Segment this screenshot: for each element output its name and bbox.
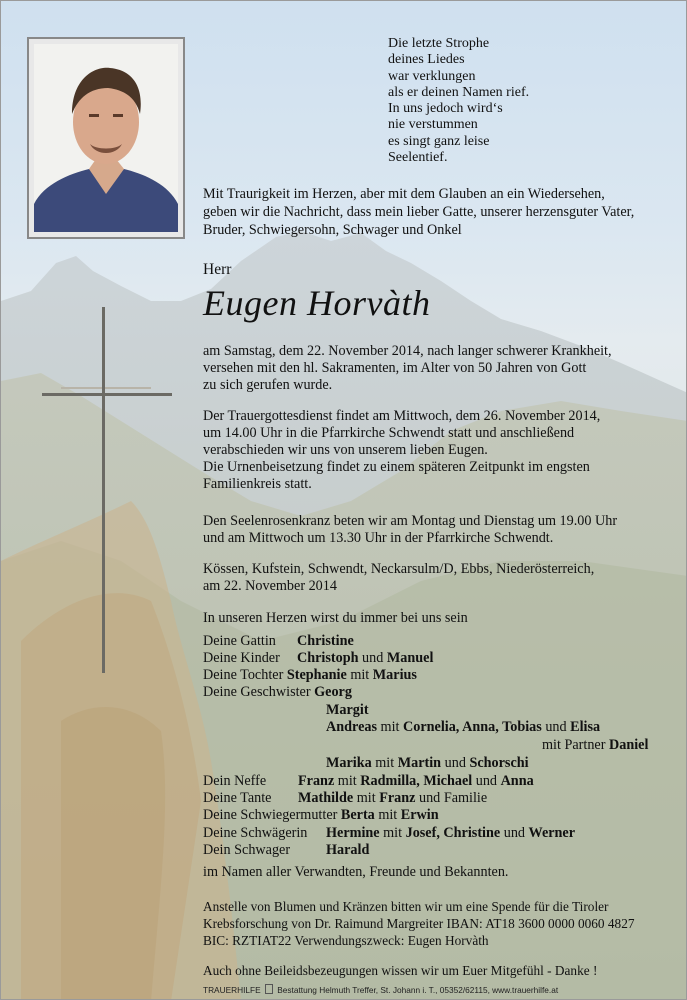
family-member: Christoph	[297, 650, 359, 666]
funeral-line: verabschieden wir uns von unserem lieben Eugen.	[203, 442, 488, 458]
family-andreas-partner	[542, 737, 648, 754]
death-line: am Samstag, dem 22. November 2014, nach langer schwerer Krankheit,	[203, 343, 612, 359]
funeral-line: um 14.00 Uhr in die Pfarrkirche Schwendt statt und anschließend	[203, 425, 575, 441]
family-tante	[203, 790, 488, 807]
funeral-line: Familienkreis statt.	[203, 476, 312, 492]
family-member: Martin	[397, 755, 442, 771]
family-member: Franz	[379, 790, 416, 806]
rosary-line: Den Seelenrosenkranz beten wir am Montag und Dienstag um 19.00 Uhr	[203, 513, 618, 529]
place-date-line: Kössen, Kufstein, Schwendt, Neckarsulm/D, Ebbs, Niederösterreich,	[203, 561, 595, 577]
connector: mit	[337, 773, 357, 789]
family-member: Radmilla, Michael	[360, 773, 473, 789]
closing-line: Auch ohne Beileidsbezeugungen wissen wir um Euer Mitgefühl - Danke !	[203, 963, 598, 978]
family-label: Deine Schwägerin	[203, 825, 308, 841]
poem-line: war verklungen	[388, 68, 476, 84]
family-schwiegermutter	[203, 807, 439, 824]
connector: mit Partner	[542, 737, 606, 753]
family-member: Margit	[326, 702, 369, 718]
footer-logo-icon	[265, 984, 273, 994]
connector: mit	[378, 807, 398, 823]
family-tochter	[203, 667, 417, 684]
family-label: Deine Tochter	[203, 667, 284, 683]
person-portrait-icon	[34, 44, 178, 232]
family-label: Deine Kinder	[203, 650, 280, 666]
family-member: Stephanie	[286, 667, 347, 683]
motto: In unseren Herzen wirst du immer bei uns sein	[203, 610, 468, 626]
family-member: Schorschi	[469, 755, 529, 771]
family-member: Christine	[297, 633, 354, 649]
relatives-line: im Namen aller Verwandten, Freunde und Bekannten.	[203, 864, 509, 880]
family-member: Marius	[372, 667, 417, 683]
intro-line: Bruder, Schwiegersohn, Schwager und Onkel	[203, 222, 462, 238]
family-schwager	[203, 842, 370, 859]
family-label: Deine Schwiegermutter	[203, 807, 338, 823]
place-date-line: am 22. November 2014	[203, 578, 337, 594]
death-line: zu sich gerufen wurde.	[203, 377, 333, 393]
funeral-line: Die Urnenbeisetzung findet zu einem späteren Zeitpunkt im engsten	[203, 459, 590, 475]
poem-line: es singt ganz leise	[388, 133, 490, 149]
family-marika	[326, 755, 529, 772]
family-label: Deine Tante	[203, 790, 272, 806]
family-andreas	[326, 719, 600, 736]
family-geschwister	[203, 684, 352, 701]
family-label: Deine Gattin	[203, 633, 276, 649]
family-member: Berta	[340, 807, 375, 823]
donation-line: BIC: RZTIAT22 Verwendungszweck: Eugen Horvàth	[203, 933, 489, 948]
donation-line: Krebsforschung von Dr. Raimund Margreiter IBAN: AT18 3600 0000 0060 4827	[203, 916, 635, 931]
poem-line: als er deinen Namen rief.	[388, 84, 530, 100]
family-label: Dein Schwager	[203, 842, 291, 858]
family-member: Mathilde	[298, 790, 354, 806]
connector: und	[475, 773, 498, 789]
poem	[388, 36, 529, 166]
family-label: Deine Geschwister	[203, 684, 311, 700]
connector: und	[444, 755, 466, 771]
connector: und	[362, 650, 384, 666]
poem-line: nie verstummen	[388, 117, 478, 133]
connector: mit	[383, 825, 403, 841]
poem-line: deines Liedes	[388, 52, 465, 68]
portrait-photo	[34, 44, 178, 232]
family-member: Werner	[528, 825, 576, 841]
cross-horizontal-icon	[42, 393, 172, 396]
family-member: Erwin	[400, 807, 439, 823]
family-member: Cornelia, Anna, Tobias	[403, 719, 542, 735]
footer	[203, 984, 558, 995]
connector: und	[545, 719, 567, 735]
poem-line: Die letzte Strophe	[388, 36, 490, 51]
poem-line: Seelentief.	[388, 150, 448, 166]
family-member: Hermine	[326, 825, 380, 841]
family-label: Dein Neffe	[203, 773, 267, 789]
funeral-line: Der Trauergottesdienst findet am Mittwoch, dem 26. November 2014,	[203, 408, 601, 424]
poem-line: In uns jedoch wird‘s	[388, 101, 503, 117]
family-kinder	[203, 650, 434, 667]
family-member: Franz	[298, 773, 335, 789]
death-line: versehen mit den hl. Sakramenten, im Alter von 50 Jahren von Gott	[203, 360, 587, 376]
family-gattin	[203, 633, 354, 650]
intro-line: Mit Traurigkeit im Herzen, aber mit dem Glauben an ein Wiedersehen,	[203, 186, 605, 202]
connector: mit	[356, 790, 376, 806]
family-member: Andreas	[326, 719, 377, 735]
family-neffe	[203, 773, 534, 790]
cross-vertical-icon	[102, 307, 105, 673]
salutation: Herr	[203, 261, 232, 278]
connector: mit	[375, 755, 395, 771]
family-member: Georg	[314, 684, 352, 700]
connector: mit	[350, 667, 370, 683]
family-member: Josef, Christine	[405, 825, 501, 841]
family-member: Anna	[500, 773, 534, 789]
family-member: Marika	[326, 755, 372, 771]
connector: mit	[380, 719, 400, 735]
cross-highlight	[61, 387, 151, 389]
family-member: Elisa	[570, 719, 601, 735]
family-member: Harald	[326, 842, 370, 858]
family-member: Manuel	[386, 650, 434, 666]
family-schwaegerin	[203, 825, 576, 842]
donation-line: Anstelle von Blumen und Kränzen bitten wir um eine Spende für die Tiroler	[203, 899, 609, 914]
rosary-line: und am Mittwoch um 13.30 Uhr in der Pfarrkirche Schwendt.	[203, 530, 554, 546]
family-member: Daniel	[608, 737, 649, 753]
footer-brand: TRAUERHILFE	[203, 985, 261, 995]
connector: und	[503, 825, 525, 841]
footer-text: Bestattung Helmuth Treffer, St. Johann i. T., 05352/62115, www.trauerhilfe.at	[277, 985, 559, 995]
connector: und Familie	[418, 790, 488, 806]
intro-line: geben wir die Nachricht, dass mein lieber Gatte, unserer herzensguter Vater,	[203, 204, 635, 220]
deceased-name: Eugen Horvàth	[203, 283, 431, 323]
portrait-photo-frame	[27, 37, 185, 239]
